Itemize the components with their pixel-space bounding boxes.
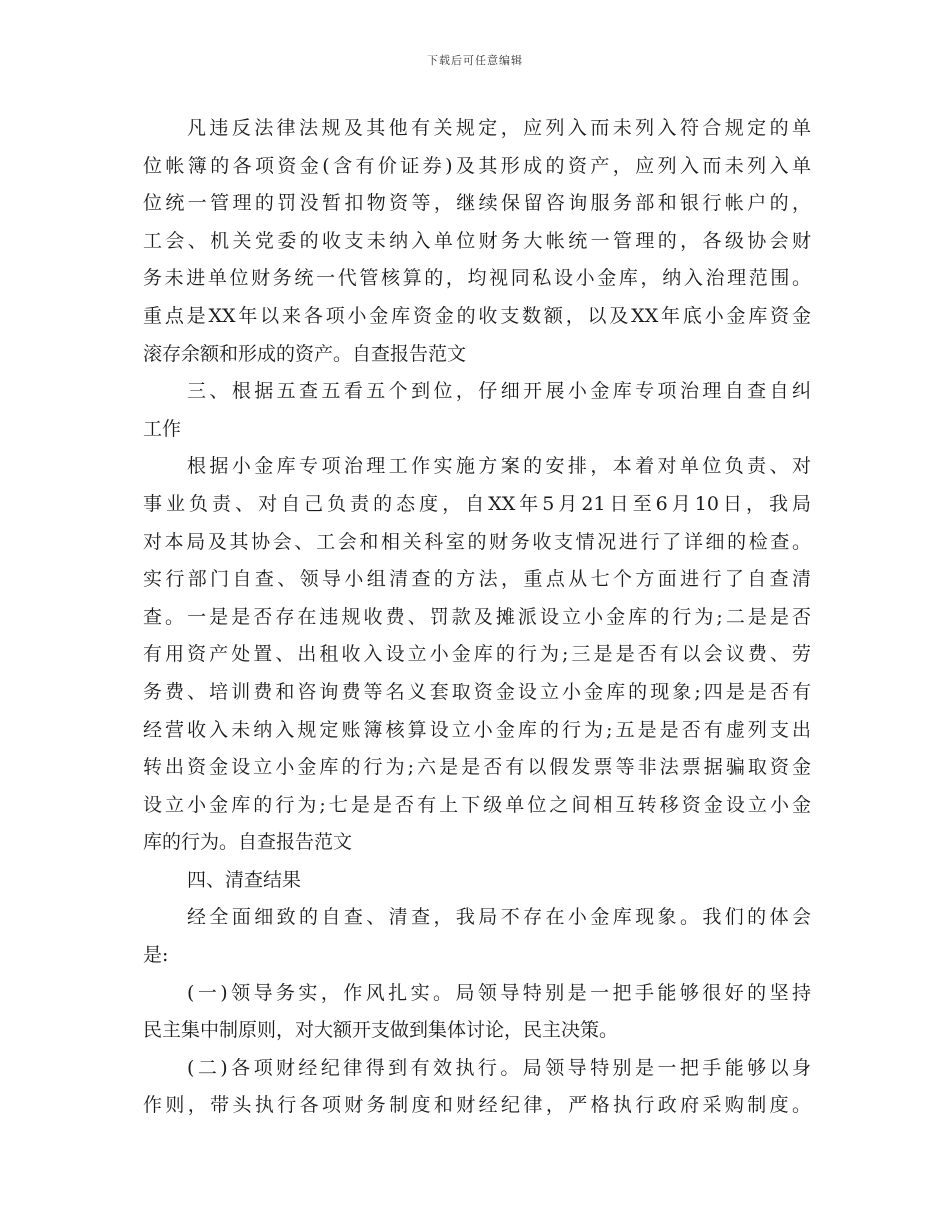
text-line: 三、根据五查五看五个到位，仔细开展小金库专项治理自查自纠 — [187, 380, 811, 403]
text-line: 有用资产处置、出租收入设立小金库的行为;三是是否有以会议费、劳 — [143, 643, 811, 666]
text-line: 务未进单位财务统一代管核算的，均视同私设小金库，纳入治理范围。 — [143, 267, 811, 290]
text-line: 四、清查结果 — [187, 868, 302, 891]
text-line: 转出资金设立小金库的行为;六是是否有以假发票等非法票据骗取资金 — [143, 756, 811, 779]
text-line: 重点是XX年以来各项小金库资金的收支数额，以及XX年底小金库资金 — [143, 304, 811, 327]
text-line: (一)领导务实，作风扎实。局领导特别是一把手能够很好的坚持 — [187, 981, 811, 1004]
text-line: 事业负责、对自己负责的态度，自XX年5月21日至6月10日，我局 — [143, 492, 811, 515]
text-line: 滚存余额和形成的资产。自查报告范文 — [143, 342, 467, 365]
text-line: 民主集中制原则，对大额开支做到集体讨论，民主决策。 — [143, 1019, 619, 1042]
text-line: 是: — [143, 944, 169, 967]
text-line: 实行部门自查、领导小组清查的方法，重点从七个方面进行了自查清 — [143, 568, 811, 591]
text-line: (二)各项财经纪律得到有效执行。局领导特别是一把手能够以身 — [187, 1056, 811, 1079]
page-header: 下载后可任意编辑 — [427, 54, 523, 67]
text-line: 查。一是是否存在违规收费、罚款及摊派设立小金库的行为;二是是否 — [143, 605, 811, 628]
text-line: 经营收入未纳入规定账簿核算设立小金库的行为;五是是否有虚列支出 — [143, 718, 811, 741]
text-line: 设立小金库的行为;七是是否有上下级单位之间相互转移资金设立小金 — [143, 793, 811, 816]
document-body — [143, 110, 811, 1125]
text-line: 经全面细致的自查、清查，我局不存在小金库现象。我们的体会 — [187, 906, 811, 929]
text-line: 凡违反法律法规及其他有关规定，应列入而未列入符合规定的单 — [187, 117, 811, 139]
text-line: 作则，带头执行各项财务制度和财经纪律，严格执行政府采购制度。 — [143, 1094, 811, 1117]
text-line: 根据小金库专项治理工作实施方案的安排，本着对单位负责、对 — [187, 455, 811, 478]
text-line: 务费、培训费和咨询费等名义套取资金设立小金库的现象;四是是否有 — [143, 680, 811, 703]
text-line: 工会、机关党委的收支未纳入单位财务大帐统一管理的，各级协会财 — [143, 229, 811, 252]
text-line: 库的行为。自查报告范文 — [143, 831, 353, 854]
text-line: 对本局及其协会、工会和相关科室的财务收支情况进行了详细的检查。 — [143, 530, 811, 553]
text-line: 工作 — [143, 417, 182, 440]
text-line: 位帐簿的各项资金(含有价证券)及其形成的资产，应列入而未列入单 — [143, 154, 811, 177]
text-line: 位统一管理的罚没暂扣物资等，继续保留咨询服务部和银行帐户的， — [143, 192, 811, 215]
